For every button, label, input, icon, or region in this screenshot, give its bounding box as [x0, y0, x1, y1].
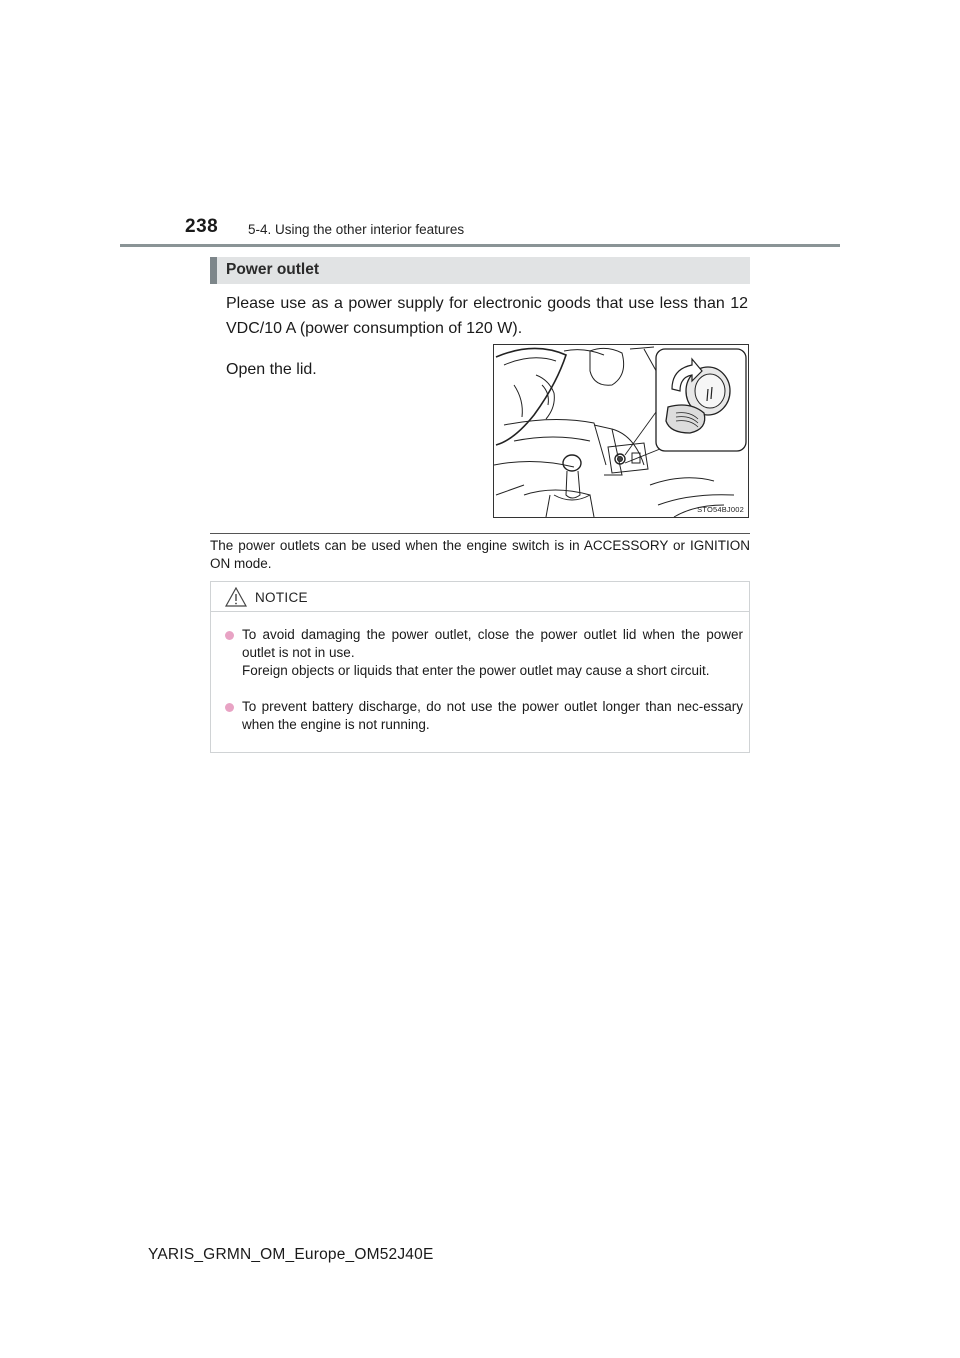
page-number: 238	[185, 216, 219, 237]
notice-box	[210, 581, 750, 753]
intro-paragraph: Please use as a power supply for electronic goods that use less than 12 VDC/10 A (power consumption of 120 W).	[226, 295, 748, 337]
bullet-icon	[225, 703, 234, 712]
notice-header	[211, 582, 749, 612]
notice-item-text: Foreign objects or liquids that enter the power outlet may cause a short circuit.	[242, 663, 710, 678]
header-rule	[120, 244, 840, 247]
section-heading-bar	[210, 257, 750, 284]
section-title: 5-4. Using the other interior features	[248, 222, 465, 237]
dashboard-drawing	[494, 345, 748, 517]
notice-item-text: To avoid damaging the power outlet, close the power outlet lid when the power outlet is not in use.	[242, 627, 743, 660]
step-text: Open the lid.	[226, 361, 317, 378]
heading-accent	[210, 257, 217, 284]
note-divider	[210, 533, 750, 534]
power-outlet-illustration	[493, 344, 749, 518]
document-id: YARIS_GRMN_OM_Europe_OM52J40E	[148, 1246, 434, 1263]
bullet-icon	[225, 631, 234, 640]
section-heading: Power outlet	[226, 261, 320, 278]
notice-title: NOTICE	[255, 590, 308, 605]
note-paragraph: The power outlets can be used when the engine switch is in ACCESSORY or IGNITION ON mode.	[210, 538, 750, 571]
notice-item-text: To prevent battery discharge, do not use the power outlet longer than nec-essary when the engine is not running.	[242, 699, 743, 732]
warning-triangle-icon	[225, 587, 247, 607]
figure-code: STO54BJ002	[697, 505, 744, 514]
